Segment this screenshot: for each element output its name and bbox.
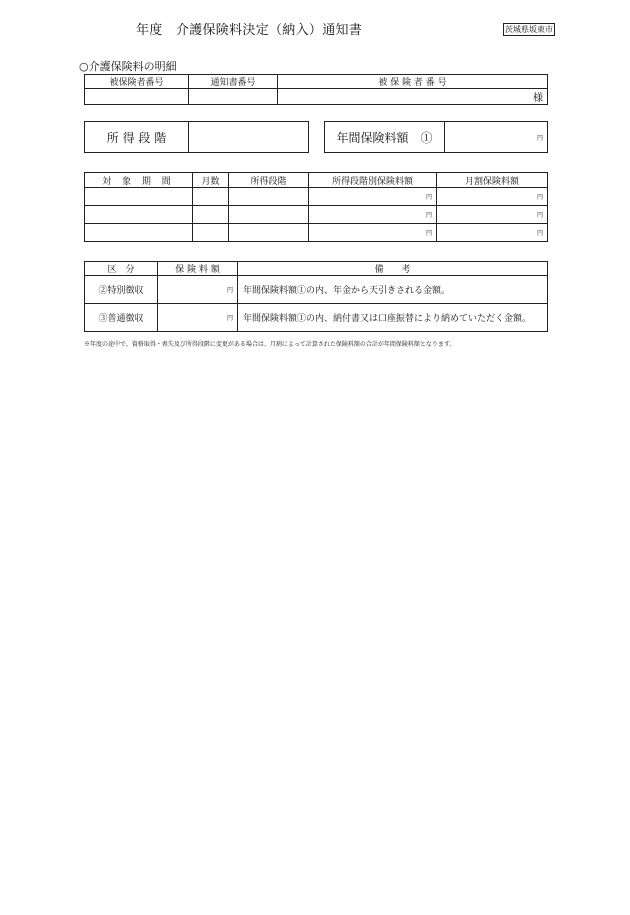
insured-table — [84, 74, 548, 105]
monthly-premium-yen: 円 — [437, 188, 548, 206]
stage-cell — [229, 188, 309, 206]
category-header: 区 分 — [85, 262, 158, 276]
stage-cell — [229, 206, 309, 224]
income-stage-box — [84, 121, 309, 153]
table-row — [85, 304, 548, 332]
remarks-header: 備 考 — [238, 262, 548, 276]
monthly-premium-header: 月割保険料額 — [437, 173, 548, 188]
premium-amount-header: 保 険 料 額 — [158, 262, 238, 276]
ordinary-collection-note: 年間保険料額①の内、納付書又は口座振替により納めていただく金額。 — [238, 304, 548, 332]
income-stage-value — [189, 122, 309, 153]
annual-premium-label: 年間保険料額 ① — [325, 122, 445, 153]
insured-person-header: 被 保 険 者 番 号 — [278, 75, 548, 89]
months-cell — [193, 188, 229, 206]
ordinary-collection-label: ③普通徴収 — [85, 304, 158, 332]
special-collection-label: ②特別徴収 — [85, 276, 158, 304]
monthly-premium-yen: 円 — [437, 224, 548, 242]
special-collection-note: 年間保険料額①の内、年金から天引きされる金額。 — [238, 276, 548, 304]
annual-premium-box — [324, 121, 548, 153]
insured-number-cell — [85, 89, 189, 105]
monthly-premium-yen: 円 — [437, 206, 548, 224]
stage-premium-yen: 円 — [309, 206, 437, 224]
months-cell — [193, 206, 229, 224]
insured-number-header: 被保険者番号 — [85, 75, 189, 89]
stage-premium-header: 所得段階別保険料額 — [309, 173, 437, 188]
period-header: 対 象 期 間 — [85, 173, 193, 188]
stage-premium-yen: 円 — [309, 188, 437, 206]
collection-table — [84, 261, 548, 332]
honorific-suffix: 様 — [278, 89, 548, 105]
table-row — [85, 206, 548, 224]
notice-number-header: 通知書番号 — [189, 75, 278, 89]
city-stamp: 茨城県坂東市 — [505, 25, 553, 34]
annual-premium-yen: 円 — [445, 122, 548, 153]
months-cell — [193, 224, 229, 242]
income-stage-label: 所 得 段 階 — [85, 122, 189, 153]
special-collection-yen: 円 — [158, 276, 238, 304]
stage-cell — [229, 224, 309, 242]
notice-title: 年度 介護保険料決定（納入）通知書 — [136, 23, 363, 38]
period-table — [84, 172, 548, 242]
table-row — [85, 224, 548, 242]
notice-number-cell — [189, 89, 278, 105]
stage-premium-yen: 円 — [309, 224, 437, 242]
footnote: ※年度の途中で、資格取得・喪失及び所得段階に変更がある場合は、月割によって計算された保険料額の合計が年間保険料額となります。 — [84, 341, 456, 348]
table-row — [85, 188, 548, 206]
months-header: 月数 — [193, 173, 229, 188]
period-cell — [85, 188, 193, 206]
table-row — [85, 276, 548, 304]
ordinary-collection-yen: 円 — [158, 304, 238, 332]
section-title: ○介護保険料の明細 — [79, 60, 177, 73]
stage-header: 所得段階 — [229, 173, 309, 188]
period-cell — [85, 224, 193, 242]
period-cell — [85, 206, 193, 224]
